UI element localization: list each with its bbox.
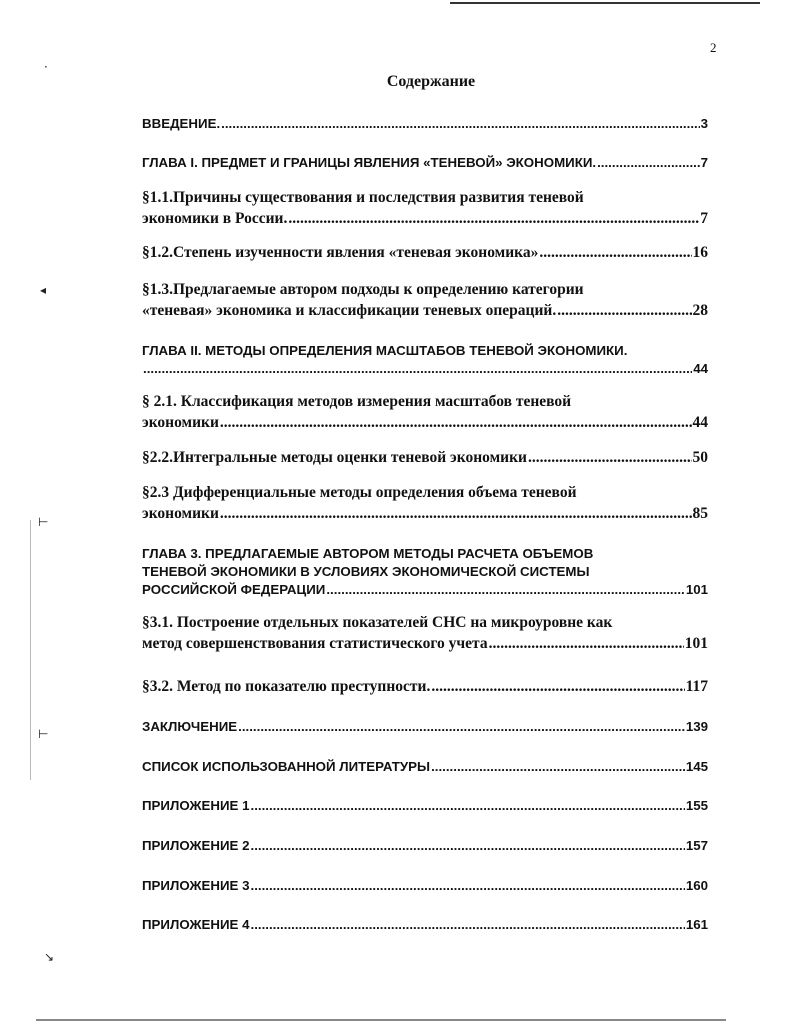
toc-page-number: 85	[692, 505, 708, 522]
toc-entry-text: метод совершенствования статистического учета	[142, 635, 488, 652]
scan-speck: ·	[44, 60, 48, 74]
toc-page-number: 117	[685, 678, 708, 695]
toc-page-number: 16	[692, 244, 708, 261]
toc-entry-text-line: ГЛАВА II. МЕТОДЫ ОПРЕДЕЛЕНИЯ МАСШТАБОВ ТЕНЕВОЙ ЭКОНОМИКИ.	[142, 343, 628, 358]
toc-page-number: 3	[700, 116, 708, 131]
toc-page-number: 101	[684, 635, 708, 652]
toc-entry-text-line: §1.1.Причины существования и последствия развития теневой	[142, 189, 584, 206]
toc-leader-dots	[220, 503, 692, 524]
scan-bottom-line	[36, 1019, 726, 1021]
toc-entry-section-3-1[interactable]	[142, 612, 708, 654]
toc-entry-section-1-3[interactable]	[142, 279, 708, 321]
toc-entry-text-line: ТЕНЕВОЙ ЭКОНОМИКИ В УСЛОВИЯХ ЭКОНОМИЧЕСКОЙ СИСТЕМЫ	[142, 564, 590, 579]
toc-leader-dots	[288, 208, 699, 229]
toc-leader-dots	[539, 242, 691, 263]
toc-leader-dots	[251, 916, 685, 934]
toc-entry-appendix-2[interactable]	[142, 837, 708, 855]
toc-leader-dots	[143, 360, 692, 378]
toc-entry-text-line: §2.3 Дифференциальные методы определения объема теневой	[142, 484, 577, 501]
toc-entry-text: ПРИЛОЖЕНИЕ 2	[142, 838, 250, 853]
toc-leader-dots	[220, 412, 692, 433]
page-number: 2	[710, 40, 717, 55]
toc-page-number: 44	[692, 414, 708, 431]
toc-leader-dots	[251, 877, 685, 895]
toc-entry-chapter-1[interactable]	[142, 154, 708, 172]
toc-entry-text: §2.2.Интегральные методы оценки теневой экономики	[142, 449, 527, 466]
toc-entry-conclusion[interactable]	[142, 718, 708, 736]
toc-page-number: 50	[692, 449, 708, 466]
toc-entry-text-line: ГЛАВА 3. ПРЕДЛАГАЕМЫЕ АВТОРОМ МЕТОДЫ РАСЧЕТА ОБЪЕМОВ	[142, 546, 594, 561]
toc-entry-text: экономики в России.	[142, 210, 288, 227]
toc-entry-text: экономики	[142, 505, 219, 522]
toc-entry-introduction[interactable]	[142, 115, 708, 133]
toc-leader-dots	[251, 797, 685, 815]
toc-entry-section-2-1[interactable]	[142, 391, 708, 433]
toc-entry-text: «теневая» экономика и классификации теневых операций.	[142, 302, 557, 319]
toc-entry-text: ЗАКЛЮЧЕНИЕ	[142, 719, 238, 734]
toc-page-number: 157	[685, 838, 708, 853]
toc-entry-appendix-1[interactable]	[142, 797, 708, 815]
toc-leader-dots	[238, 718, 685, 736]
toc-page-number: 160	[685, 878, 708, 893]
toc-entry-text: РОССИЙСКОЙ ФЕДЕРАЦИИ	[142, 582, 326, 597]
scan-speck: ◂	[40, 283, 47, 297]
toc-leader-dots	[221, 115, 699, 133]
scan-speck: ⊢	[38, 727, 49, 741]
page-title: Содержание	[386, 73, 476, 90]
toc-leader-dots	[528, 447, 692, 468]
toc-leader-dots	[431, 758, 685, 776]
toc-entry-text: ВВЕДЕНИЕ.	[142, 116, 221, 131]
toc-entry-appendix-4[interactable]	[142, 916, 708, 934]
scan-speck: ↘	[44, 950, 55, 964]
toc-page-number: 7	[700, 155, 708, 170]
toc-entry-text-line: § 2.1. Классификация методов измерения масштабов теневой	[142, 393, 572, 410]
toc-entry-text-line: §1.3.Предлагаемые автором подходы к определению категории	[142, 281, 584, 298]
toc-page-number: 28	[692, 302, 708, 319]
toc-leader-dots	[251, 837, 685, 855]
toc-entry-text: ПРИЛОЖЕНИЕ 1	[142, 798, 250, 813]
scan-edge-line	[450, 2, 760, 4]
scan-margin-line	[30, 520, 31, 780]
toc-entry-section-2-3[interactable]	[142, 482, 708, 524]
toc-entry-section-3-2[interactable]	[142, 676, 708, 697]
toc-entry-text: ПРИЛОЖЕНИЕ 4	[142, 917, 250, 932]
toc-entry-text: экономики	[142, 414, 219, 431]
toc-entry-section-2-2[interactable]	[142, 447, 708, 468]
toc-entry-chapter-2[interactable]	[142, 342, 708, 378]
toc-entry-bibliography[interactable]	[142, 758, 708, 776]
toc-entry-text-line: §3.1. Построение отдельных показателей СНС на микроуровне как	[142, 614, 613, 631]
toc-entry-text: ГЛАВА I. ПРЕДМЕТ И ГРАНИЦЫ ЯВЛЕНИЯ «ТЕНЕВОЙ» ЭКОНОМИКИ.	[142, 155, 597, 170]
scan-speck: ⊢	[38, 515, 49, 529]
toc-page-number: 44	[693, 361, 708, 376]
toc-leader-dots	[489, 633, 684, 654]
toc-page-number: 139	[685, 719, 708, 734]
toc-page-number: 161	[685, 917, 708, 932]
toc-entry-section-1-1[interactable]	[142, 187, 708, 229]
toc-page-number: 7	[700, 210, 708, 227]
toc-entry-section-1-2[interactable]	[142, 242, 708, 263]
toc-leader-dots	[557, 300, 691, 321]
toc-entry-text: ПРИЛОЖЕНИЕ 3	[142, 878, 250, 893]
toc-entry-text: §3.2. Метод по показателю преступности.	[142, 678, 431, 695]
toc-entry-text: СПИСОК ИСПОЛЬЗОВАННОЙ ЛИТЕРАТУРЫ	[142, 759, 431, 774]
toc-entry-appendix-3[interactable]	[142, 877, 708, 895]
toc-page-number: 101	[685, 582, 708, 597]
toc-entry-text: §1.2.Степень изученности явления «теневая экономика»	[142, 244, 539, 261]
toc-leader-dots	[326, 581, 684, 599]
toc-entry-chapter-3[interactable]	[142, 545, 708, 599]
toc-page-number: 155	[685, 798, 708, 813]
toc-leader-dots	[431, 676, 684, 697]
toc-page-number: 145	[685, 759, 708, 774]
toc-leader-dots	[597, 154, 700, 172]
